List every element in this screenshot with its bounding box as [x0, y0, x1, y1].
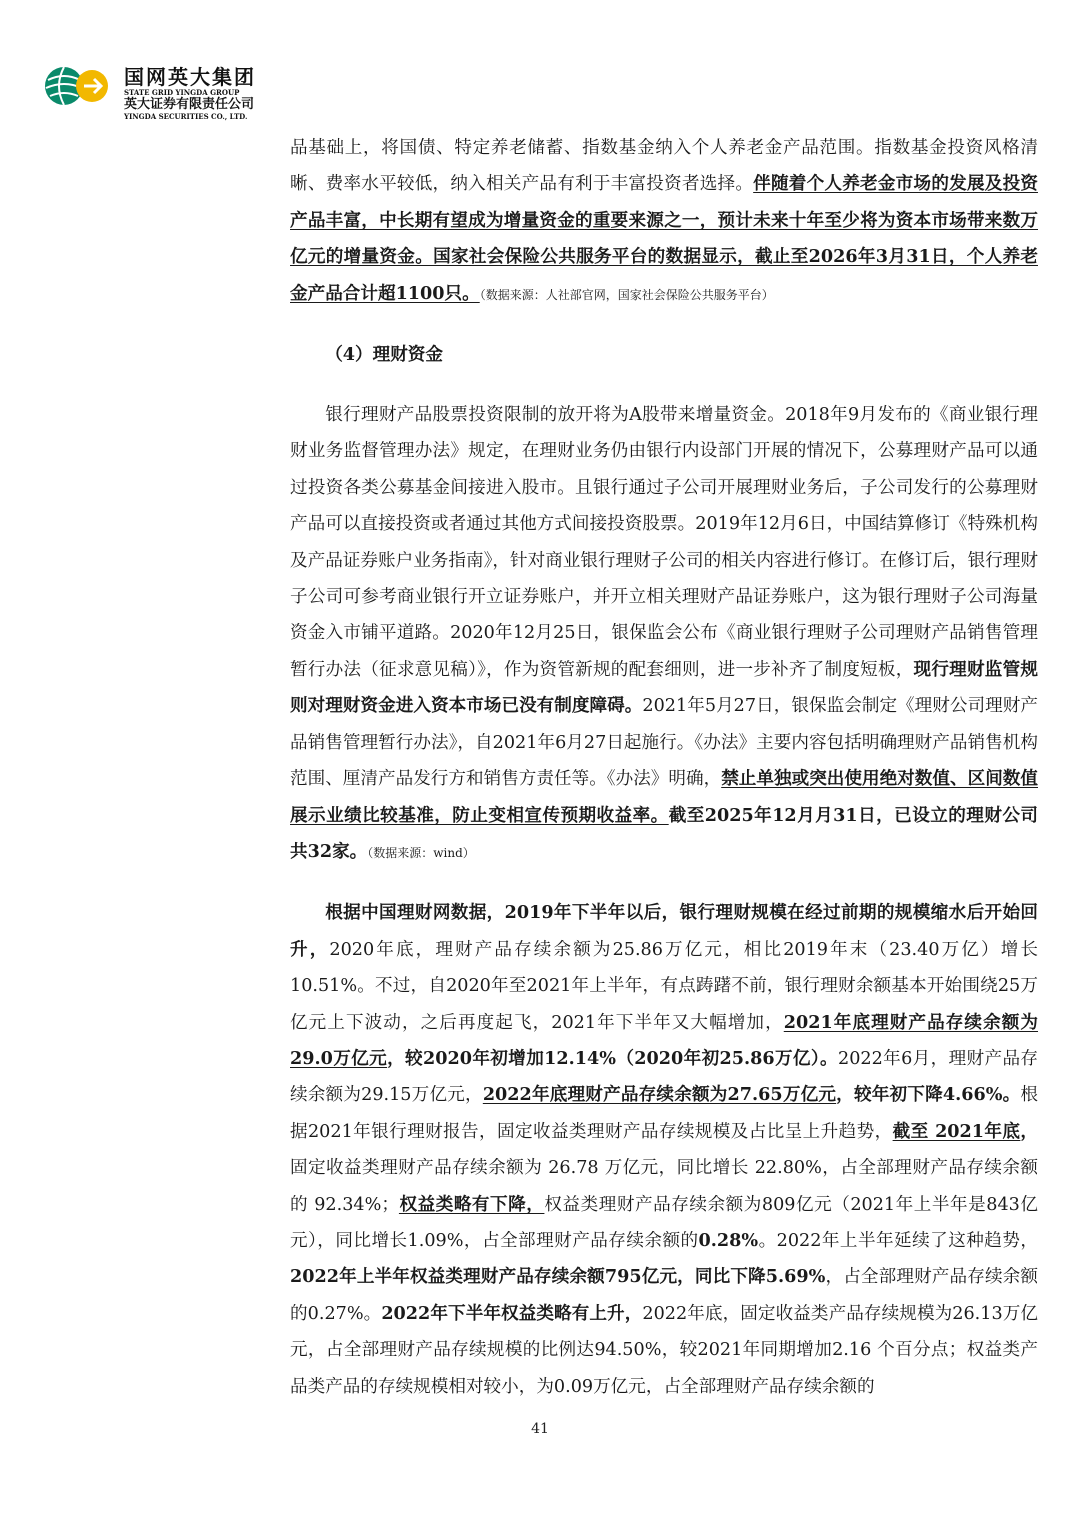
text-span: 品基础上，将国债、特定养老储蓄、指数基金纳入个人养老金产品范围。指数基金投资风格清晰、费率水平较低，纳入相关产品有利于丰富投资者选择。: [290, 138, 1038, 195]
paragraph-scale-data: [290, 895, 1038, 1405]
source-note: （数据来源：人社部官网，国家社会保险公共服务平台）: [479, 287, 774, 302]
text-span: 2022年6月，理财产品存续余额为29.15万亿元，: [290, 1048, 1038, 1106]
paragraph-pension: [290, 130, 1038, 313]
highlight-span: 权益类略有下降，: [398, 1193, 545, 1215]
bold-span: ，较2020年初增加12.14%（2020年初25.86万亿）。: [387, 1047, 839, 1069]
text-span: 固定收益类理财产品存续余额为 26.78 万亿元，同比增长 22.80%，占全部理财产品存续余额的 92.34%；: [290, 1158, 1038, 1215]
subsidiary-name-en: YINGDA SECURITIES CO., LTD.: [124, 112, 248, 121]
highlight-span: 禁止单独或突出使用绝对数值、区间数值展示业绩比较基准，防止变相宣传预期收益率。: [290, 768, 1038, 826]
spacer: [290, 373, 1038, 397]
bold-span: 根据中国理财网数据，2019年下半年以后，银行理财规模在经过前期的规模缩水后开始回升，: [290, 902, 1038, 960]
highlight-span: 2022年底理财产品存续余额为27.65万亿元: [482, 1084, 837, 1106]
text-span: 2022年底，固定收益类产品存续规模为26.13万亿元，占全部理财产品存续规模的比例达94.50%，较2021年同期增加2.16 个百分点；权益类产品类产品的存续规模相对较小，为0.09万亿元，占全部理财产品存续余额的: [290, 1303, 1038, 1397]
spacer: [290, 871, 1038, 895]
bold-span: 2022年上半年权益类理财产品存续余额795亿元，同比下降5.69%: [290, 1266, 826, 1288]
spacer: [290, 313, 1038, 337]
bold-span: 0.28%: [698, 1229, 759, 1251]
highlight-span: 伴随着个人养老金市场的发展及投资产品丰富，中长期有望成为增量资金的重要来源之一，预计未来十年至少将为资本市场带来数万亿元的增量资金。国家社会保险公共服务平台的数据显示，截止至2026年3月31日，个人养老金产品合计超1100只。: [290, 173, 1038, 304]
text-span: 。2022年上半年延续了这种趋势，: [758, 1230, 1039, 1251]
highlight-span: 2021年底理财产品存续余额为29.0万亿元: [290, 1011, 1039, 1069]
company-name-cn: 国网英大集团: [124, 65, 256, 89]
bold-span: 现行理财监管规则对理财资金进入资本市场已没有制度障碍。: [290, 658, 1038, 717]
document-body: [290, 130, 1038, 1405]
text-span: 2021年5月27日，银保监会制定《理财公司理财产品销售管理暂行办法》，自2021年6月27日起施行。《办法》主要内容包括明确理财产品销售机构范围、厘清产品发行方和销售方责任等。《办法》明确，: [290, 696, 1038, 790]
bold-span: ，: [1020, 1120, 1038, 1142]
page-number: 41: [531, 1421, 549, 1437]
bold-span: ，较年初下降4.66%。: [836, 1084, 1021, 1106]
source-note: （数据来源：wind）: [367, 845, 475, 860]
subsidiary-name-cn: 英大证券有限责任公司: [124, 97, 255, 112]
highlight-span: 截至 2021年底: [892, 1120, 1021, 1142]
text-span: ，占全部理财产品存续余额的0.27%。: [290, 1267, 1038, 1324]
bold-span: 2022年下半年权益类略有上升，: [381, 1302, 643, 1324]
brand-text: [124, 66, 256, 121]
section-heading: （4）理财资金: [325, 344, 443, 366]
page-header: [44, 62, 364, 126]
text-span: 权益类理财产品存续余额为809亿元（2021年上半年是843亿元），同比增长1.09%，占全部理财产品存续余额的: [290, 1194, 1038, 1251]
text-span: 2020年底，理财产品存续余额为25.86万亿元，相比2019年末（23.40万亿）增长10.51%。不过，自2020年至2021年上半年，有点踌躇不前，银行理财余额基本开始围绕25万亿元上下波动，之后再度起飞，2021年下半年又大幅增加，: [290, 939, 1038, 1033]
company-name-en: STATE GRID YINGDA GROUP: [124, 88, 240, 97]
paragraph-wealth-management: [290, 397, 1038, 871]
text-span: 银行理财产品股票投资限制的放开将为A股带来增量资金。2018年9月发布的《商业银行理财业务监督管理办法》规定，在理财业务仍由银行内设部门开展的情况下，公募理财产品可以通过投资各类公募基金间接进入股市。且银行通过子公司开展理财业务后，子公司发行的公募理财产品可以直接投资或者通过其他方式间接投资股票。2019年12月6日，中国结算修订《特殊机构及产品证券账户业务指南》，针对商业银行理财子公司的相关内容进行修订。在修订后，银行理财子公司可参考商业银行开立证券账户，并开立相关理财产品证券账户，这为银行理财子公司海量资金入市铺平道路。2020年12月25日，银保监会公布《商业银行理财子公司理财产品销售管理暂行办法（征求意见稿）》，作为资管新规的配套细则，进一步补齐了制度短板，: [290, 405, 1038, 680]
bold-span: 截至2025年12月月31日，已设立的理财公司共32家。: [290, 804, 1038, 862]
state-grid-logo-icon: [44, 64, 114, 108]
text-span: 根据2021年银行理财报告，固定收益类理财产品存续规模及占比呈上升趋势，: [290, 1085, 1038, 1142]
